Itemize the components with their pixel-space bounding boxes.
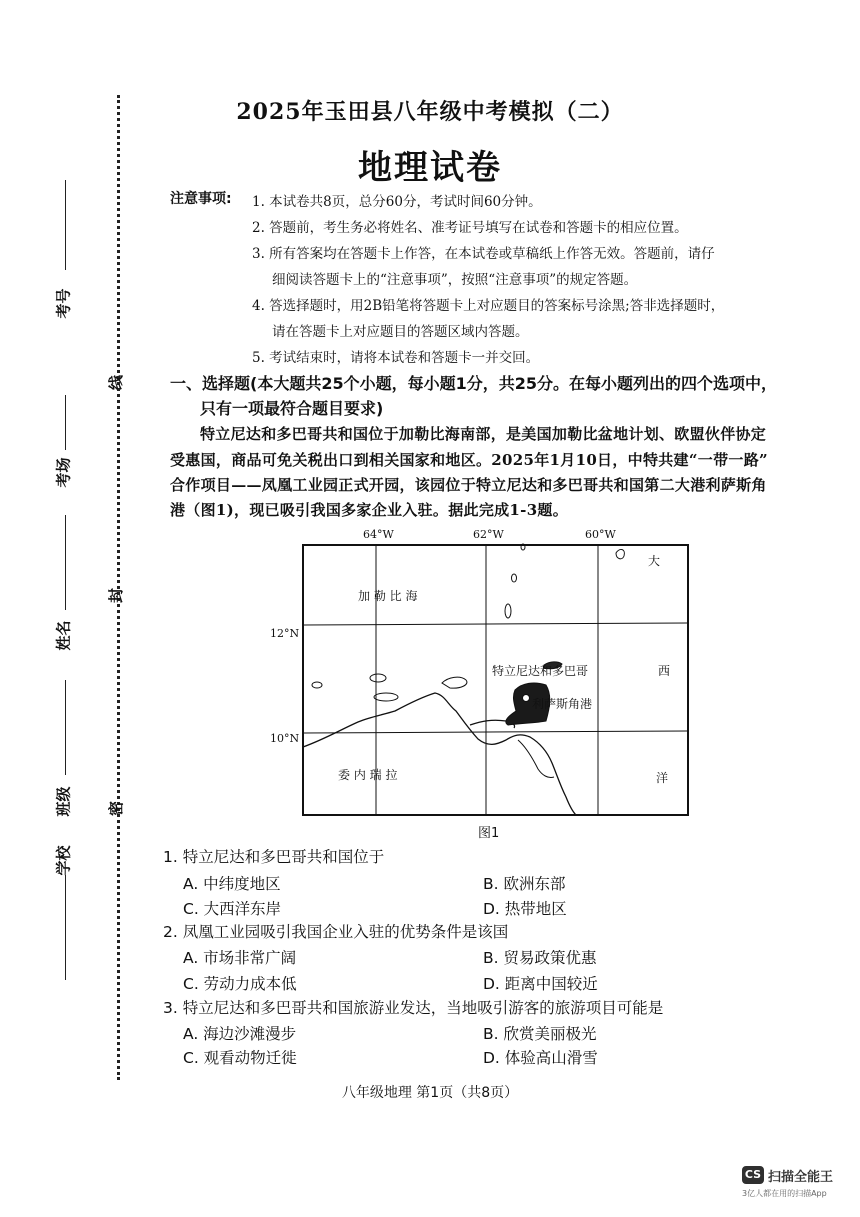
question-1-option-d[interactable]: D. 热带地区 <box>483 900 567 918</box>
question-3-stem: 3. 特立尼达和多巴哥共和国旅游业发达，当地吸引游客的旅游项目可能是 <box>163 999 664 1017</box>
exam-room-label: 考场 <box>54 457 73 488</box>
question-2-option-c[interactable]: C. 劳动力成本低 <box>183 975 297 993</box>
lat-label-12n: 12°N <box>270 627 300 640</box>
island <box>370 674 386 682</box>
seal-line-mark: 线 <box>107 374 126 391</box>
lon-label-62w: 62°W <box>473 528 504 541</box>
question-2-option-d[interactable]: D. 距离中国较近 <box>483 975 598 993</box>
caribbean-sea-label: 加 勒 比 海 <box>358 589 418 603</box>
atlantic-label-1: 大 <box>648 554 661 568</box>
question-1-option-b[interactable]: B. 欧洲东部 <box>483 875 566 893</box>
exam-no-label: 考号 <box>54 288 73 319</box>
class-label: 班级 <box>54 786 73 817</box>
passage-line: 受惠国，商品可免关税出口到相关国家和地区。2025年1月10日，中特共建“一带一路” <box>170 451 768 469</box>
page-footer: 八年级地理 第1页（共8页） <box>341 1085 519 1101</box>
section-heading: 一、选择题(本大题共25个小题，每小题1分，共25分。在每小题列出的四个选项中， <box>170 374 777 393</box>
atlantic-label-3: 洋 <box>656 771 669 785</box>
margarita-island <box>442 677 467 688</box>
notice-item: 细阅读答题卡上的“注意事项”，按照“注意事项”的规定答题。 <box>272 272 638 288</box>
lat-label-10n: 10°N <box>270 732 300 745</box>
question-3-option-a[interactable]: A. 海边沙滩漫步 <box>183 1025 297 1043</box>
class-line <box>65 680 66 775</box>
notice-item: 4. 答选择题时，用2B铅笔将答题卡上对应题目的答案标号涂黑;答非选择题时， <box>252 298 725 314</box>
figure-caption: 图1 <box>478 826 500 841</box>
exam-room-line <box>65 395 66 450</box>
passage-line: 港（图1)，现已吸引我国多家企业入驻。据此完成1-3题。 <box>170 501 569 519</box>
notice-item: 2. 答题前，考生务必将姓名、准考证号填写在试卷和答题卡的相应位置。 <box>252 220 688 236</box>
lon-label-60w: 60°W <box>585 528 616 541</box>
notice-item: 3. 所有答案均在答题卡上作答，在本试卷或草稿纸上作答无效。答题前，请仔 <box>252 246 715 262</box>
notice-item: 1. 本试卷共8页，总分60分，考试时间60分钟。 <box>252 194 542 210</box>
camscanner-logo-icon: CS <box>742 1166 764 1184</box>
port-label: 利萨斯角港 <box>532 697 593 711</box>
seal-mark: 封 <box>107 587 126 604</box>
question-2-option-a[interactable]: A. 市场非常广阔 <box>183 949 297 967</box>
exam-title: 2025年玉田县八年级中考模拟（二） <box>236 99 624 125</box>
name-label: 姓名 <box>54 620 73 651</box>
school-label: 学校 <box>54 845 73 876</box>
name-line <box>65 515 66 610</box>
orinoco-delta <box>518 740 554 778</box>
notice-label: 注意事项: <box>170 191 232 207</box>
passage-line: 特立尼达和多巴哥共和国位于加勒比海南部，是美国加勒比盆地计划、欧盟伙伴协定 <box>200 425 767 443</box>
island <box>374 693 398 701</box>
question-3-option-b[interactable]: B. 欣赏美丽极光 <box>483 1025 597 1043</box>
parallel-10n <box>303 731 688 733</box>
venezuela-label: 委 内 瑞 拉 <box>338 768 398 782</box>
question-3-option-c[interactable]: C. 观看动物迁徙 <box>183 1049 297 1067</box>
port-marker <box>523 695 530 702</box>
trinidad-label: 特立尼达和多巴哥 <box>492 664 589 678</box>
question-2-option-b[interactable]: B. 贸易政策优惠 <box>483 949 597 967</box>
notice-item: 请在答题卡上对应题目的答题区域内答题。 <box>272 324 529 340</box>
barbados-island <box>616 549 624 558</box>
question-1-option-a[interactable]: A. 中纬度地区 <box>183 875 281 893</box>
island <box>512 574 517 582</box>
island <box>312 682 322 688</box>
sealed-mark: 密 <box>107 800 126 817</box>
lon-label-64w: 64°W <box>363 528 394 541</box>
exam-no-line <box>65 180 66 270</box>
island <box>505 604 511 618</box>
camscanner-tagline: 3亿人都在用的扫描App <box>742 1189 827 1198</box>
camscanner-name: 扫描全能王 <box>768 1170 834 1185</box>
question-1-option-c[interactable]: C. 大西洋东岸 <box>183 900 282 918</box>
subject-title: 地理试卷 <box>358 148 502 188</box>
parallel-12n <box>303 623 688 625</box>
passage-line: 合作项目——凤凰工业园正式开园，该园位于特立尼达和多巴哥共和国第二大港利萨斯角 <box>170 476 767 494</box>
question-3-option-d[interactable]: D. 体验高山滑雪 <box>483 1049 598 1067</box>
atlantic-label-2: 西 <box>658 664 671 678</box>
school-line <box>65 875 66 980</box>
question-1-stem: 1. 特立尼达和多巴哥共和国位于 <box>163 848 385 866</box>
section-heading-cont: 只有一项最符合题目要求) <box>200 399 384 418</box>
notice-item: 5. 考试结束时，请将本试卷和答题卡一并交回。 <box>252 350 540 366</box>
map-figure <box>270 525 700 825</box>
question-2-stem: 2. 凤凰工业园吸引我国企业入驻的优势条件是该国 <box>163 923 509 941</box>
